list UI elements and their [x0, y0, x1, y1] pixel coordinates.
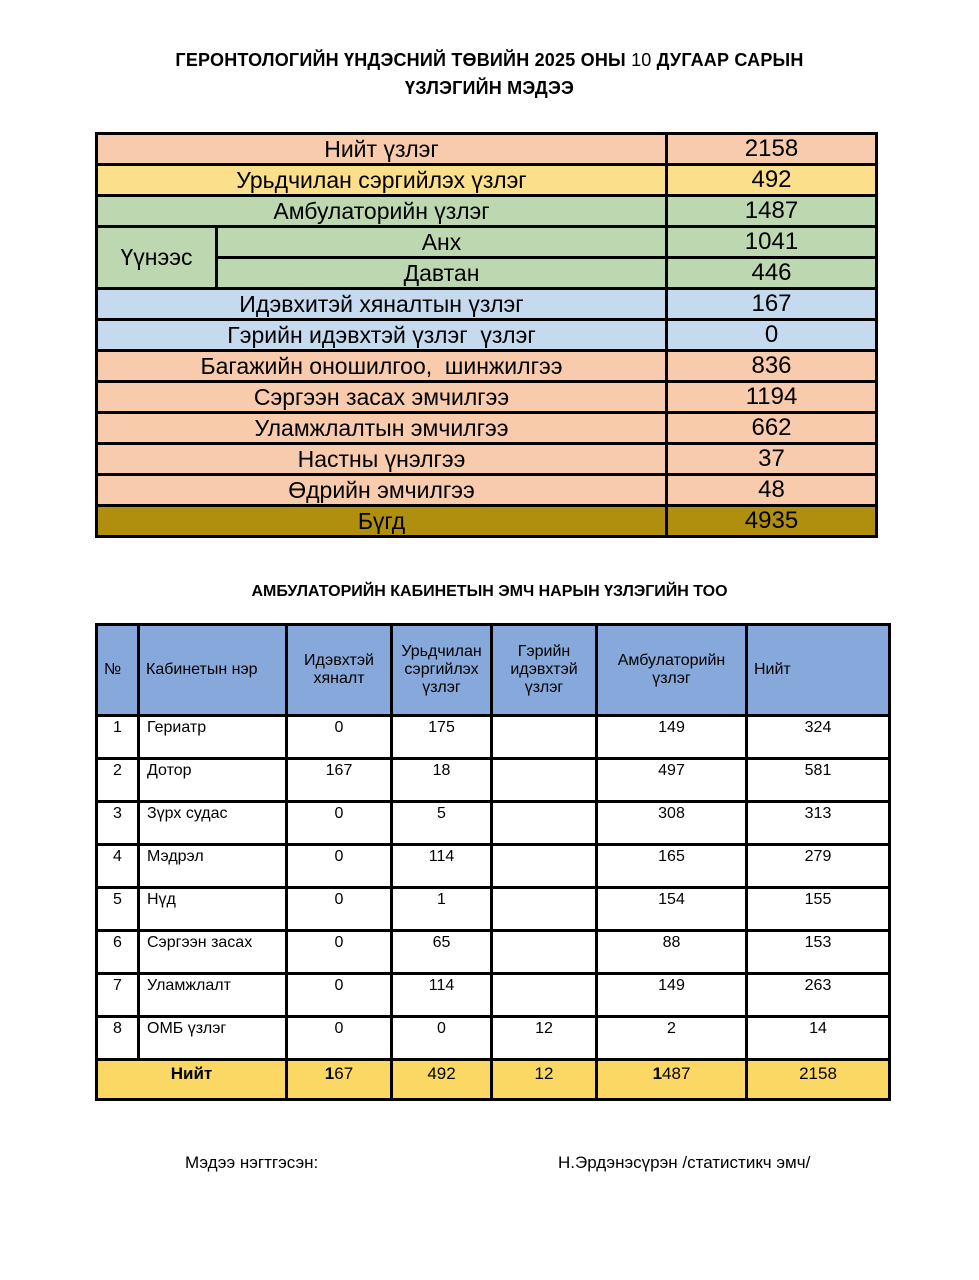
- title-month-number: 10: [631, 50, 652, 70]
- cell-total: 581: [747, 759, 890, 802]
- summary-value: 1487: [667, 196, 877, 227]
- cell-no: 2: [97, 759, 139, 802]
- cell-active: 0: [287, 802, 392, 845]
- cell-preventive: 1: [392, 888, 492, 931]
- cell-total: 155: [747, 888, 890, 931]
- cell-preventive: 65: [392, 931, 492, 974]
- summary-label: Давтан: [217, 258, 667, 289]
- summary-label: Багажийн оношилгоо, шинжилгээ: [97, 351, 667, 382]
- detail-total-row: [97, 1060, 890, 1100]
- summary-table: [95, 132, 878, 538]
- cell-no: 6: [97, 931, 139, 974]
- cell-no: 3: [97, 802, 139, 845]
- detail-row: [97, 931, 890, 974]
- summary-label: Гэрийн идэвхтэй үзлэг үзлэг: [97, 320, 667, 351]
- col-header-ambulatory: Амбулаторийн үзлэг: [597, 625, 747, 716]
- summary-label: Амбулаторийн үзлэг: [97, 196, 667, 227]
- cell-total: 263: [747, 974, 890, 1017]
- summary-row: [97, 351, 877, 382]
- cell-home: 12: [492, 1017, 597, 1060]
- cell-ambulatory: 2: [597, 1017, 747, 1060]
- summary-row: [97, 165, 877, 196]
- cell-preventive: 114: [392, 845, 492, 888]
- summary-value: 1041: [667, 227, 877, 258]
- summary-total-value: 4935: [667, 506, 877, 537]
- summary-row: [97, 413, 877, 444]
- summary-row: [97, 382, 877, 413]
- cell-total: 313: [747, 802, 890, 845]
- summary-value: 446: [667, 258, 877, 289]
- summary-value: 167: [667, 289, 877, 320]
- total-ambulatory: 1487: [597, 1060, 747, 1100]
- detail-row: [97, 1017, 890, 1060]
- col-header-home: Гэрийн идэвхтэй үзлэг: [492, 625, 597, 716]
- signature-line: [0, 1153, 979, 1177]
- cell-total: 279: [747, 845, 890, 888]
- summary-label: Анх: [217, 227, 667, 258]
- cell-ambulatory: 154: [597, 888, 747, 931]
- cell-cabinet: Сэргээн засах: [139, 931, 287, 974]
- cell-no: 7: [97, 974, 139, 1017]
- cell-ambulatory: 149: [597, 716, 747, 759]
- summary-value: 492: [667, 165, 877, 196]
- cell-ambulatory: 308: [597, 802, 747, 845]
- cell-home: [492, 888, 597, 931]
- summary-value: 0: [667, 320, 877, 351]
- summary-value: 662: [667, 413, 877, 444]
- summary-label: Настны үнэлгээ: [97, 444, 667, 475]
- summary-value: 1194: [667, 382, 877, 413]
- detail-row: [97, 716, 890, 759]
- cell-cabinet: Нүд: [139, 888, 287, 931]
- cell-active: 0: [287, 1017, 392, 1060]
- detail-header-row: [97, 625, 890, 716]
- cell-cabinet: ОМБ үзлэг: [139, 1017, 287, 1060]
- cell-preventive: 114: [392, 974, 492, 1017]
- cell-no: 8: [97, 1017, 139, 1060]
- summary-label: Урьдчилан сэргийлэх үзлэг: [97, 165, 667, 196]
- cell-active: 0: [287, 931, 392, 974]
- summary-value: 48: [667, 475, 877, 506]
- cell-home: [492, 802, 597, 845]
- cell-ambulatory: 165: [597, 845, 747, 888]
- cell-home: [492, 716, 597, 759]
- cell-no: 4: [97, 845, 139, 888]
- cell-total: 153: [747, 931, 890, 974]
- summary-row: [97, 227, 877, 258]
- total-preventive: 492: [392, 1060, 492, 1100]
- summary-value: 2158: [667, 134, 877, 165]
- cell-cabinet: Уламжлалт: [139, 974, 287, 1017]
- detail-row: [97, 888, 890, 931]
- cell-cabinet: Гериатр: [139, 716, 287, 759]
- cell-preventive: 175: [392, 716, 492, 759]
- summary-group-label: Үүнээс: [97, 227, 217, 289]
- total-total: 2158: [747, 1060, 890, 1100]
- detail-row: [97, 759, 890, 802]
- cell-home: [492, 974, 597, 1017]
- summary-label: Өдрийн эмчилгээ: [97, 475, 667, 506]
- summary-value: 836: [667, 351, 877, 382]
- total-home: 12: [492, 1060, 597, 1100]
- cell-active: 167: [287, 759, 392, 802]
- cell-cabinet: Мэдрэл: [139, 845, 287, 888]
- detail-table: [95, 623, 891, 1101]
- cell-no: 5: [97, 888, 139, 931]
- cell-home: [492, 759, 597, 802]
- detail-row: [97, 802, 890, 845]
- summary-value: 37: [667, 444, 877, 475]
- cell-active: 0: [287, 888, 392, 931]
- summary-row: [97, 444, 877, 475]
- col-header-active: Идэвхтэй хяналт: [287, 625, 392, 716]
- cell-active: 0: [287, 845, 392, 888]
- detail-row: [97, 974, 890, 1017]
- cell-ambulatory: 149: [597, 974, 747, 1017]
- page-title: [0, 46, 979, 102]
- summary-label: Нийт үзлэг: [97, 134, 667, 165]
- col-header-preventive: Урьдчилан сэргийлэх үзлэг: [392, 625, 492, 716]
- cell-cabinet: Зүрх судас: [139, 802, 287, 845]
- compiled-by-label: Мэдээ нэгтгэсэн:: [185, 1153, 319, 1172]
- cell-home: [492, 845, 597, 888]
- col-header-no: №: [97, 625, 139, 716]
- total-active: 167: [287, 1060, 392, 1100]
- summary-label: Идэвхитэй хяналтын үзлэг: [97, 289, 667, 320]
- cell-ambulatory: 88: [597, 931, 747, 974]
- title-line1: ГЕРОНТОЛОГИЙН ҮНДЭСНИЙ ТӨВИЙН 2025 ОНЫ 10 ДУГААР САРЫН: [175, 50, 804, 70]
- summary-total-label: Бүгд: [97, 506, 667, 537]
- summary-row: [97, 196, 877, 227]
- cell-preventive: 0: [392, 1017, 492, 1060]
- cell-no: 1: [97, 716, 139, 759]
- summary-row: [97, 320, 877, 351]
- cell-active: 0: [287, 974, 392, 1017]
- summary-label: Уламжлалтын эмчилгээ: [97, 413, 667, 444]
- summary-label: Сэргээн засах эмчилгээ: [97, 382, 667, 413]
- cell-preventive: 18: [392, 759, 492, 802]
- cell-active: 0: [287, 716, 392, 759]
- summary-total-row: [97, 506, 877, 537]
- col-header-total: Нийт: [747, 625, 890, 716]
- statistician-name: Н.Эрдэнэсүрэн /статистикч эмч/: [558, 1153, 811, 1172]
- cell-total: 324: [747, 716, 890, 759]
- detail-table-title: АМБУЛАТОРИЙН КАБИНЕТЫН ЭМЧ НАРЫН ҮЗЛЭГИЙН ТОО: [251, 583, 728, 600]
- cell-preventive: 5: [392, 802, 492, 845]
- summary-row: [97, 289, 877, 320]
- cell-total: 14: [747, 1017, 890, 1060]
- cell-ambulatory: 497: [597, 759, 747, 802]
- total-label: Нийт: [97, 1060, 287, 1100]
- summary-row: [97, 134, 877, 165]
- summary-row: [97, 475, 877, 506]
- cell-cabinet: Дотор: [139, 759, 287, 802]
- cell-home: [492, 931, 597, 974]
- title-line2: ҮЗЛЭГИЙН МЭДЭЭ: [405, 78, 574, 98]
- detail-row: [97, 845, 890, 888]
- col-header-cabinet: Кабинетын нэр: [139, 625, 287, 716]
